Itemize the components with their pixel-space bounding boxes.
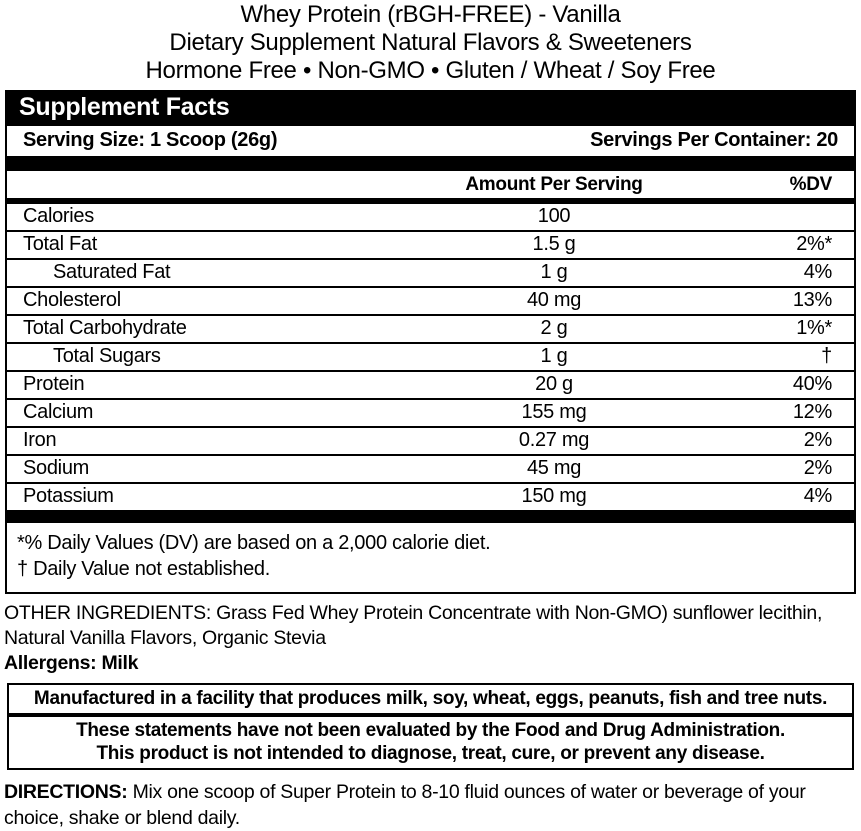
- nutrient-amount: 0.27 mg: [518, 429, 590, 451]
- nutrient-name: Sodium: [23, 457, 90, 479]
- product-title: Whey Protein (rBGH-FREE) - Vanilla: [240, 1, 621, 28]
- nutrient-amount: 1.5 g: [532, 233, 576, 255]
- servings-per-container: Servings Per Container: 20: [590, 129, 838, 151]
- nutrient-amount: 20 g: [535, 373, 573, 395]
- serving-row: [7, 126, 854, 156]
- nutrient-amount: 2 g: [540, 317, 568, 339]
- nutrient-row: [7, 288, 854, 316]
- nutrient-row: [7, 316, 854, 344]
- nutrient-name: Total Sugars: [53, 345, 161, 367]
- nutrient-row: [7, 428, 854, 456]
- nutrient-dv: 2%: [803, 457, 832, 479]
- nutrient-amount: 45 mg: [526, 457, 582, 479]
- directions-label: DIRECTIONS:: [4, 781, 128, 803]
- separator-bar: [7, 510, 854, 523]
- nutrient-dv: †: [821, 345, 832, 367]
- nutrient-name: Iron: [23, 429, 57, 451]
- other-ingredients: [4, 601, 857, 676]
- nutrient-dv: 12%: [792, 401, 832, 423]
- nutrient-name: Calories: [23, 205, 94, 227]
- facility-notice: Manufactured in a facility that produces milk, soy, wheat, eggs, peanuts, fish and tree nuts.: [7, 683, 854, 715]
- nutrient-name: Cholesterol: [23, 289, 121, 311]
- nutrient-row: [7, 456, 854, 484]
- nutrient-amount: 150 mg: [521, 485, 587, 507]
- table-column-header: [7, 171, 854, 204]
- nutrient-amount: 40 mg: [526, 289, 582, 311]
- other-ingredients-text: Grass Fed Whey Protein Concentrate with Non-GMO) sunflower lecithin, Natural Vanilla Flavors, Organic Stevia: [4, 602, 823, 649]
- product-header: [0, 0, 861, 85]
- separator-bar: [7, 156, 854, 171]
- nutrient-name: Total Fat: [23, 233, 97, 255]
- footnote-block: [7, 523, 854, 592]
- nutrient-dv: 1%*: [796, 317, 832, 339]
- footnote-dagger: † Daily Value not established.: [17, 558, 271, 580]
- fda-notice-line1: These statements have not been evaluated by the Food and Drug Administration.: [76, 720, 785, 741]
- directions: [4, 779, 857, 831]
- nutrient-amount: 1 g: [540, 261, 568, 283]
- nutrient-dv: 40%: [792, 373, 832, 395]
- product-claims: Hormone Free • Non-GMO • Gluten / Wheat / Soy Free: [145, 57, 716, 84]
- nutrient-name: Protein: [23, 373, 85, 395]
- other-ingredients-label: OTHER INGREDIENTS:: [4, 602, 211, 624]
- nutrient-dv: 4%: [803, 485, 832, 507]
- nutrient-row: [7, 260, 854, 288]
- nutrient-name: Total Carbohydrate: [23, 317, 187, 339]
- serving-size: Serving Size: 1 Scoop (26g): [23, 129, 278, 151]
- nutrient-row: [7, 344, 854, 372]
- column-dv: %DV: [789, 174, 832, 195]
- nutrient-row: [7, 484, 854, 510]
- supplement-facts-panel: [5, 90, 856, 594]
- footnote-dv: *% Daily Values (DV) are based on a 2,000 calorie diet.: [17, 532, 491, 554]
- panel-title: Supplement Facts: [7, 92, 854, 126]
- nutrient-dv: 2%: [803, 429, 832, 451]
- allergens: Allergens: Milk: [4, 652, 139, 674]
- nutrient-name: Saturated Fat: [53, 261, 171, 283]
- directions-text: Mix one scoop of Super Protein to 8-10 fluid ounces of water or beverage of your choice, shake or blend daily.: [4, 781, 806, 829]
- nutrient-dv: 4%: [803, 261, 832, 283]
- nutrient-name: Potassium: [23, 485, 114, 507]
- nutrient-amount: 1 g: [540, 345, 568, 367]
- nutrient-name: Calcium: [23, 401, 94, 423]
- fda-notice: [7, 715, 854, 770]
- nutrient-rows: [7, 204, 854, 510]
- nutrient-row: [7, 204, 854, 232]
- nutrient-amount: 100: [537, 205, 571, 227]
- product-subtitle: Dietary Supplement Natural Flavors & Sweeteners: [169, 29, 692, 56]
- fda-notice-line2: This product is not intended to diagnose, treat, cure, or prevent any disease.: [96, 743, 765, 764]
- nutrient-row: [7, 372, 854, 400]
- nutrient-row: [7, 400, 854, 428]
- nutrient-dv: 13%: [792, 289, 832, 311]
- nutrient-amount: 155 mg: [521, 401, 587, 423]
- nutrient-row: [7, 232, 854, 260]
- nutrient-dv: 2%*: [796, 233, 832, 255]
- column-amount-per-serving: Amount Per Serving: [465, 174, 643, 195]
